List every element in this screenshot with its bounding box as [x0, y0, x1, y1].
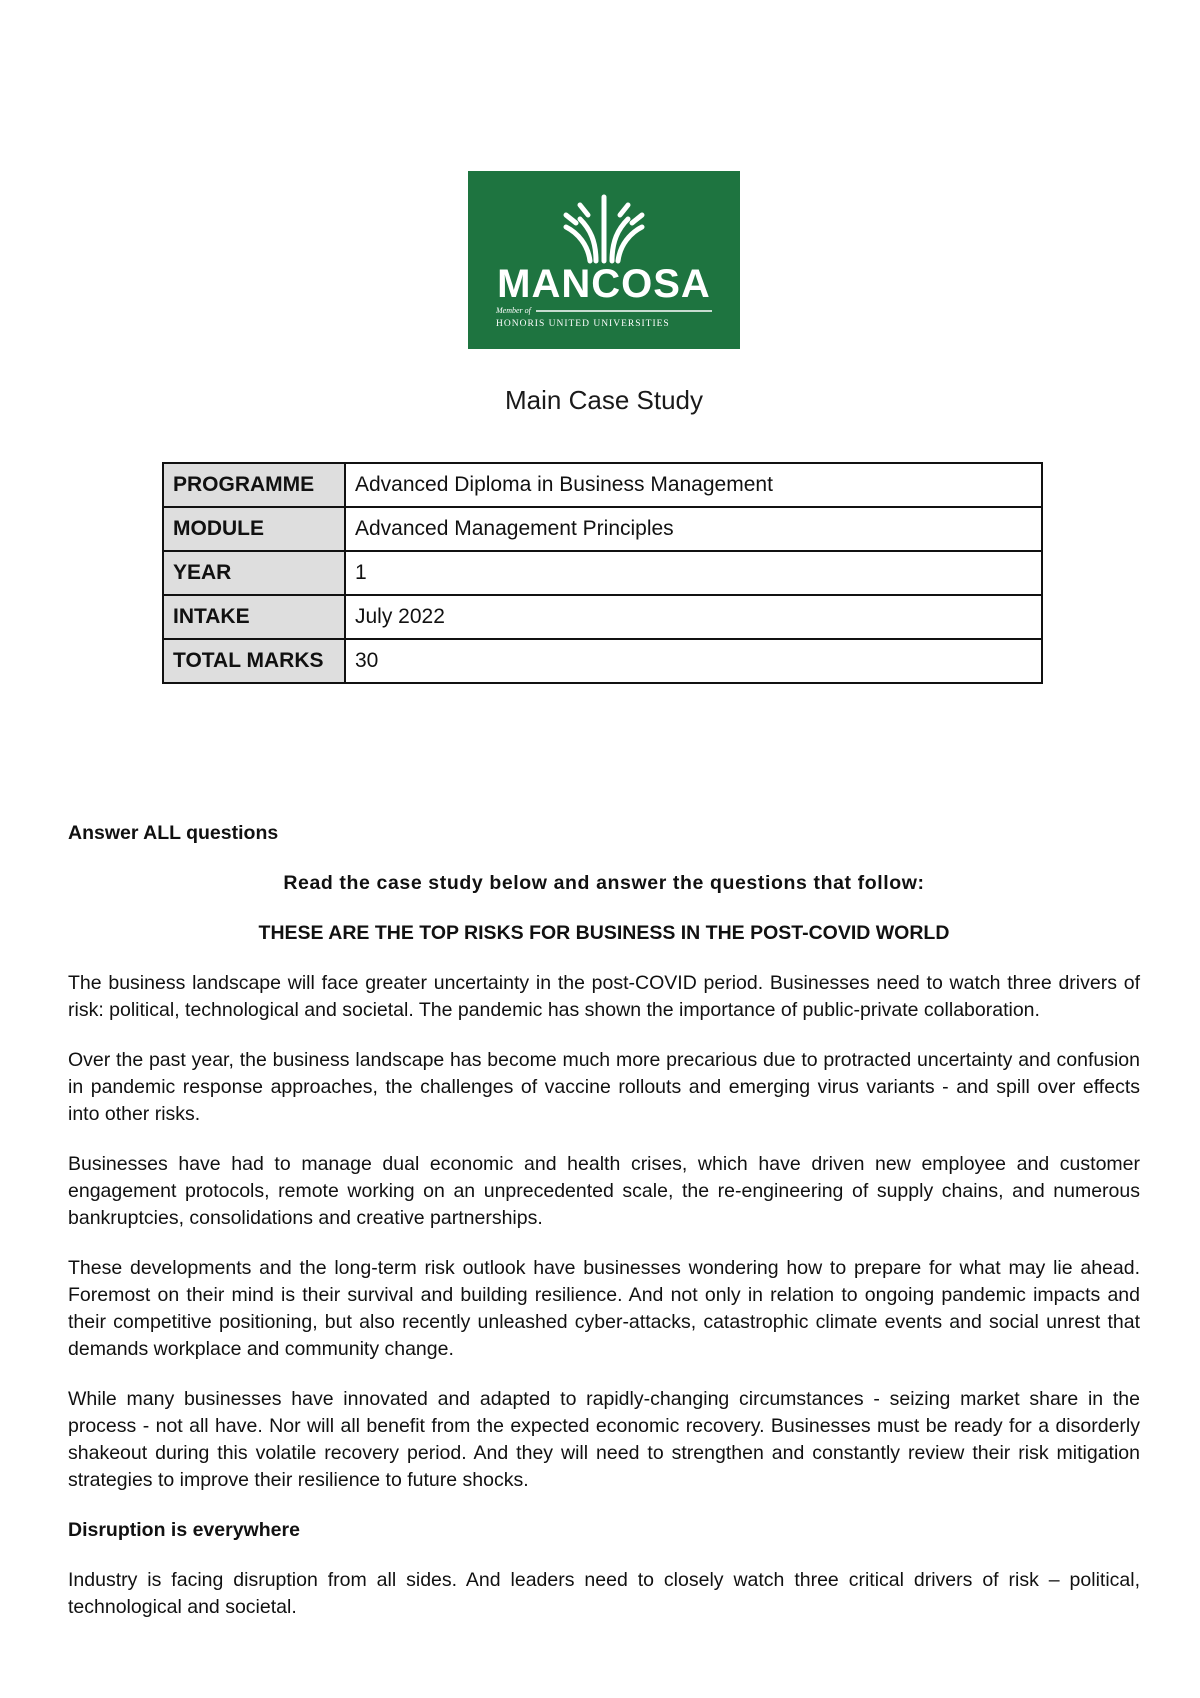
- table-row: [163, 639, 1042, 683]
- paragraph: These developments and the long-term risk outlook have businesses wondering how to prepare for what may lie ahead. Foremost on their mind is their survival and building resilience. And not only in relation to ongoing pandemic impacts and their competitive positioning, but also recently unleashed cyber-attacks, catastrophic climate events and social unrest that demands workplace and community change.: [68, 1257, 1140, 1360]
- logo-tagline: HONORIS UNITED UNIVERSITIES: [496, 319, 670, 329]
- row-label: INTAKE: [163, 595, 345, 639]
- paragraph: While many businesses have innovated and adapted to rapidly-changing circumstances - seizing market share in the process - not all have. Nor will all benefit from the expected economic recovery. Businesses must be ready for a disorderly shakeout during this volatile recovery period. And they will need to strengthen and constantly review their risk mitigation strategies to improve their resilience to future shocks.: [68, 1388, 1140, 1491]
- instructions: Answer ALL questions: [68, 822, 279, 844]
- row-value: 1: [345, 551, 1042, 595]
- table-row: [163, 463, 1042, 507]
- subheading: Disruption is everywhere: [68, 1519, 300, 1541]
- case-heading: THESE ARE THE TOP RISKS FOR BUSINESS IN THE POST-COVID WORLD: [258, 922, 950, 944]
- case-study-body: [68, 820, 1140, 1644]
- read-instruction: Read the case study below and answer the questions that follow:: [283, 872, 925, 894]
- row-value: 30: [345, 639, 1042, 683]
- document-title: Main Case Study: [505, 385, 703, 415]
- row-label: YEAR: [163, 551, 345, 595]
- row-label: TOTAL MARKS: [163, 639, 345, 683]
- logo-member-text: Member of: [496, 306, 531, 315]
- mancosa-logo: [468, 171, 740, 349]
- paragraph: Over the past year, the business landscape has become much more precarious due to protracted uncertainty and confusion in pandemic response approaches, the challenges of vaccine rollouts and emerging virus variants - and spill over effects into other risks.: [68, 1049, 1140, 1125]
- row-label: PROGRAMME: [163, 463, 345, 507]
- table-row: [163, 551, 1042, 595]
- table-row: [163, 507, 1042, 551]
- tree-emblem-icon: [566, 197, 642, 261]
- row-value: July 2022: [345, 595, 1042, 639]
- table-row: [163, 595, 1042, 639]
- course-info-table: [162, 462, 1043, 684]
- row-label: MODULE: [163, 507, 345, 551]
- row-value: Advanced Diploma in Business Management: [345, 463, 1042, 507]
- paragraph: Industry is facing disruption from all sides. And leaders need to closely watch three critical drivers of risk – political, technological and societal.: [68, 1569, 1140, 1618]
- paragraph: The business landscape will face greater uncertainty in the post-COVID period. Businesses need to watch three drivers of risk: political, technological and societal. The pandemic has shown the importance of public-private collaboration.: [68, 972, 1140, 1021]
- row-value: Advanced Management Principles: [345, 507, 1042, 551]
- paragraph: Businesses have had to manage dual economic and health crises, which have driven new employee and customer engagement protocols, remote working on an unprecedented scale, the re-engineering of supply chains, and numerous bankruptcies, consolidations and creative partnerships.: [68, 1153, 1140, 1229]
- logo-wordmark: MANCOSA: [497, 262, 711, 306]
